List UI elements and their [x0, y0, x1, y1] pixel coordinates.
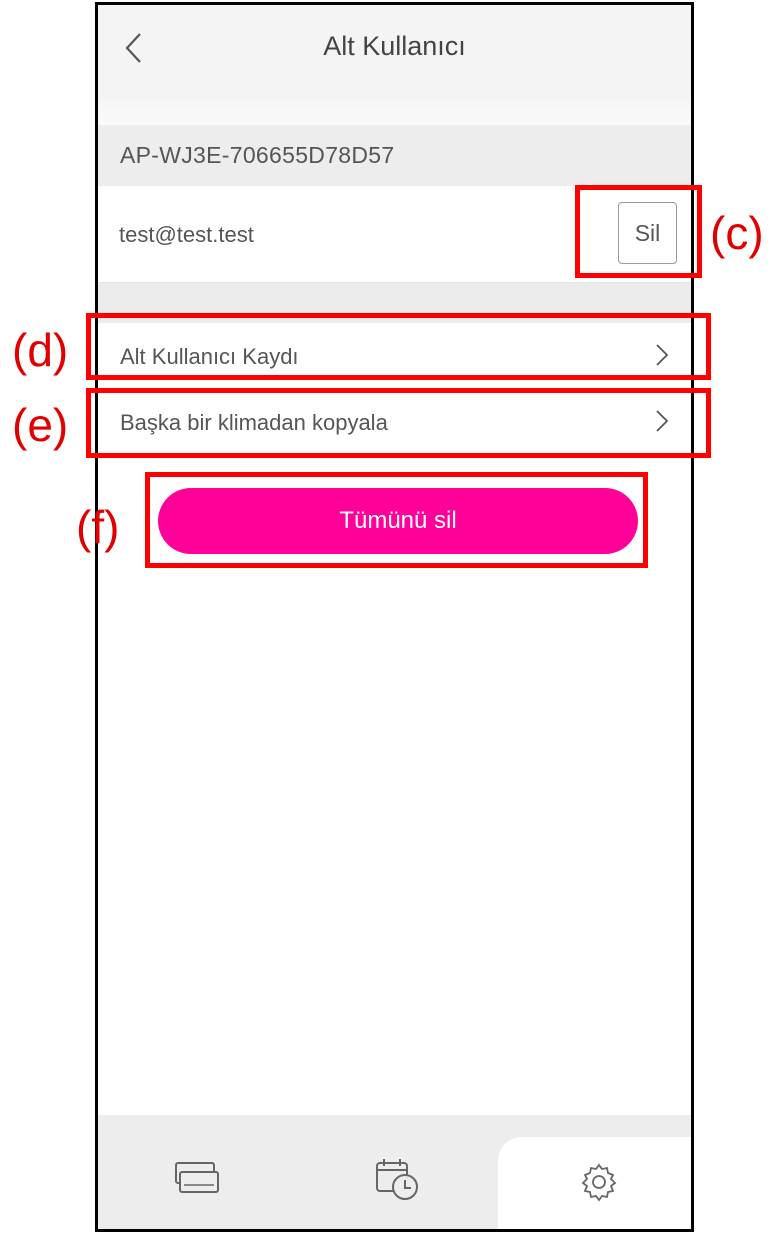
annotation-box-f — [145, 472, 648, 568]
annotation-label-f: (f) — [76, 501, 120, 553]
delete-all-button[interactable]: Tümünü sil — [158, 488, 638, 554]
menu-item-label: Alt Kullanıcı Kaydı — [120, 344, 299, 369]
bottom-nav — [98, 1115, 691, 1232]
menu-item-label: Başka bir klimadan kopyala — [120, 410, 388, 435]
ac-unit-icon[interactable] — [174, 1160, 220, 1196]
page-title: Alt Kullanıcı — [323, 31, 466, 61]
device-section-header — [98, 125, 691, 186]
annotation-label-e: (e) — [12, 399, 69, 451]
sub-user-email: test@test.test — [119, 222, 254, 247]
device-id: AP-WJ3E-706655D78D57 — [120, 142, 395, 168]
annotation-box-e — [86, 388, 711, 458]
schedule-timer-icon[interactable] — [374, 1155, 422, 1203]
annotation-box-d — [86, 313, 711, 380]
annotation-label-c: (c) — [710, 207, 764, 259]
annotation-label-d: (d) — [12, 324, 69, 376]
delete-user-button[interactable]: Sil — [618, 202, 677, 264]
settings-gear-icon[interactable] — [579, 1162, 619, 1202]
annotation-box-c — [575, 185, 702, 278]
header — [98, 5, 691, 125]
